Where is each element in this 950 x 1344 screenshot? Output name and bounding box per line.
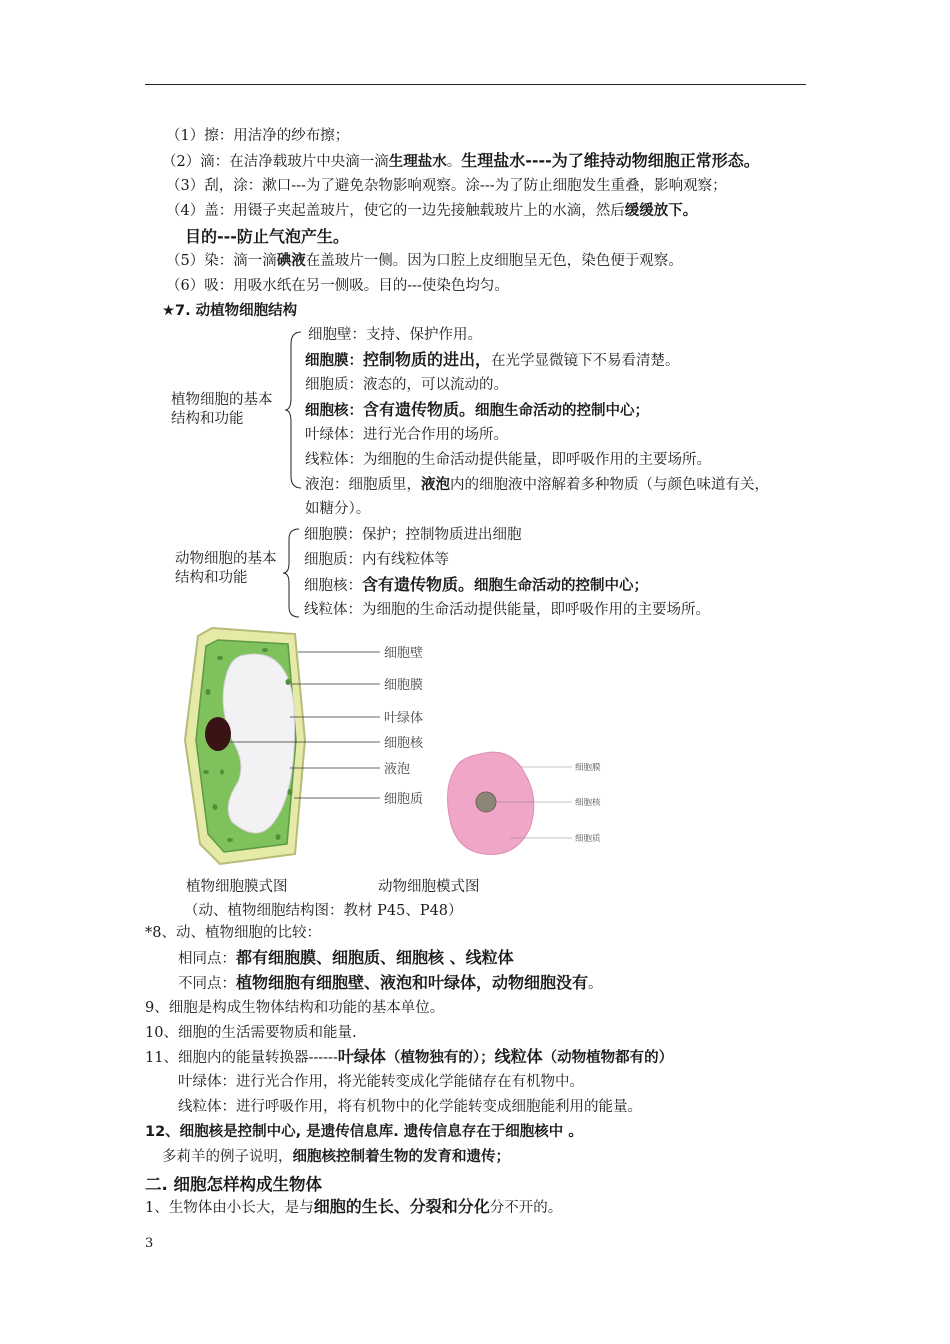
animal-cell-membrane: 细胞膜：保护；控制物质进出细胞	[304, 527, 522, 543]
step-4: （4）盖：用镊子夹起盖玻片，使它的一边先接触载玻片上的水滴，然后缓缓放下。	[166, 203, 698, 219]
animal-cytoplasm: 细胞质：内有线粒体等	[304, 552, 449, 568]
plant-figure-caption: 植物细胞膜式图	[186, 879, 288, 895]
animal-mitochondria: 线粒体：为细胞的生命活动提供能量，即呼吸作用的主要场所。	[304, 602, 710, 618]
animal-cell-diagram	[448, 752, 601, 854]
item-9: 9、细胞是构成生物体结构和功能的基本单位。	[145, 1000, 445, 1016]
plant-cytoplasm: 细胞质：液态的，可以流动的。	[305, 377, 508, 393]
figure-source-caption: （动、植物细胞结构图：教材 P45、P48）	[184, 903, 463, 919]
plant-fig-label: 液泡	[384, 762, 411, 777]
plant-fig-label: 细胞质	[384, 792, 424, 807]
nucleus-shape	[205, 717, 231, 751]
animal-fig-label: 细胞核	[575, 798, 601, 808]
plant-structure-label: 植物细胞的基本结构和功能	[171, 392, 273, 427]
step-2: （2）滴：在洁净载玻片中央滴一滴生理盐水。生理盐水----为了维持动物细胞正常形态。	[162, 151, 760, 170]
animal-brace	[283, 527, 303, 619]
item-11: 11、细胞内的能量转换器------叶绿体（植物独有的）；线粒体（动物植物都有的）	[145, 1047, 674, 1066]
item-12: 12、细胞核是控制中心, 是遗传信息库. 遗传信息存在于细胞核中 。	[145, 1124, 583, 1140]
animal-fig-label: 细胞质	[575, 834, 601, 844]
section-7-title: ★7. 动植物细胞结构	[162, 303, 298, 319]
plant-vacuole-cont: 如糖分）。	[305, 501, 371, 517]
similarities: 相同点：都有细胞膜、细胞质、细胞核 、线粒体	[178, 948, 514, 967]
plant-fig-label: 叶绿体	[384, 711, 424, 726]
cell-diagram	[160, 622, 620, 872]
plant-nucleus: 细胞核：含有遗传物质。细胞生命活动的控制中心；	[305, 400, 650, 419]
page-number: 3	[145, 1236, 154, 1251]
differences: 不同点：植物细胞有细胞壁、液泡和叶绿体，动物细胞没有。	[178, 973, 603, 992]
step-4-purpose: 目的---防止气泡产生。	[185, 227, 349, 246]
plant-fig-label: 细胞壁	[384, 646, 424, 661]
animal-figure-caption: 动物细胞模式图	[378, 879, 480, 895]
plant-vacuole: 液泡：细胞质里，液泡内的细胞液中溶解着多种物质（与颜色味道有关，	[305, 477, 769, 493]
animal-nucleus: 细胞核：含有遗传物质。细胞生命活动的控制中心；	[304, 575, 649, 594]
section-8-title: *8、动、植物细胞的比较：	[145, 925, 321, 941]
item-11-mitochondria: 线粒体：进行呼吸作用，将有机物中的化学能转变成细胞能利用的能量。	[178, 1099, 642, 1115]
section-2-title: 二. 细胞怎样构成生物体	[145, 1175, 323, 1194]
step-3: （3）刮，涂：漱口---为了避免杂物影响观察。涂---为了防止细胞发生重叠，影响观察；	[166, 178, 727, 194]
animal-nucleus-shape	[476, 792, 496, 812]
section-2-point-1: 1、生物体由小长大，是与细胞的生长、分裂和分化分不开的。	[145, 1197, 563, 1216]
item-10: 10、细胞的生活需要物质和能量.	[145, 1025, 357, 1041]
plant-fig-label: 细胞核	[384, 736, 424, 751]
item-12-example: 多莉羊的例子说明，细胞核控制着生物的发育和遗传；	[162, 1149, 510, 1165]
plant-mitochondria: 线粒体：为细胞的生命活动提供能量，即呼吸作用的主要场所。	[305, 452, 711, 468]
plant-fig-label: 细胞膜	[384, 678, 424, 693]
step-6: （6）吸：用吸水纸在另一侧吸。目的---使染色均匀。	[166, 278, 509, 294]
plant-brace	[285, 330, 305, 490]
plant-cell-wall: 细胞壁：支持、保护作用。	[308, 327, 482, 343]
animal-fig-label: 细胞膜	[575, 763, 601, 773]
header-rule	[145, 84, 806, 85]
plant-cell-membrane: 细胞膜：控制物质的进出，在光学显微镜下不易看清楚。	[305, 350, 680, 369]
step-5: （5）染：滴一滴碘液在盖玻片一侧。因为口腔上皮细胞呈无色，染色便于观察。	[166, 253, 683, 269]
plant-cell-diagram	[185, 628, 424, 864]
plant-chloroplast: 叶绿体：进行光合作用的场所。	[305, 427, 508, 443]
step-1: （1）擦：用洁净的纱布擦；	[166, 128, 350, 144]
item-11-chloroplast: 叶绿体：进行光合作用，将光能转变成化学能储存在有机物中。	[178, 1074, 584, 1090]
animal-structure-label: 动物细胞的基本结构和功能	[175, 551, 277, 586]
